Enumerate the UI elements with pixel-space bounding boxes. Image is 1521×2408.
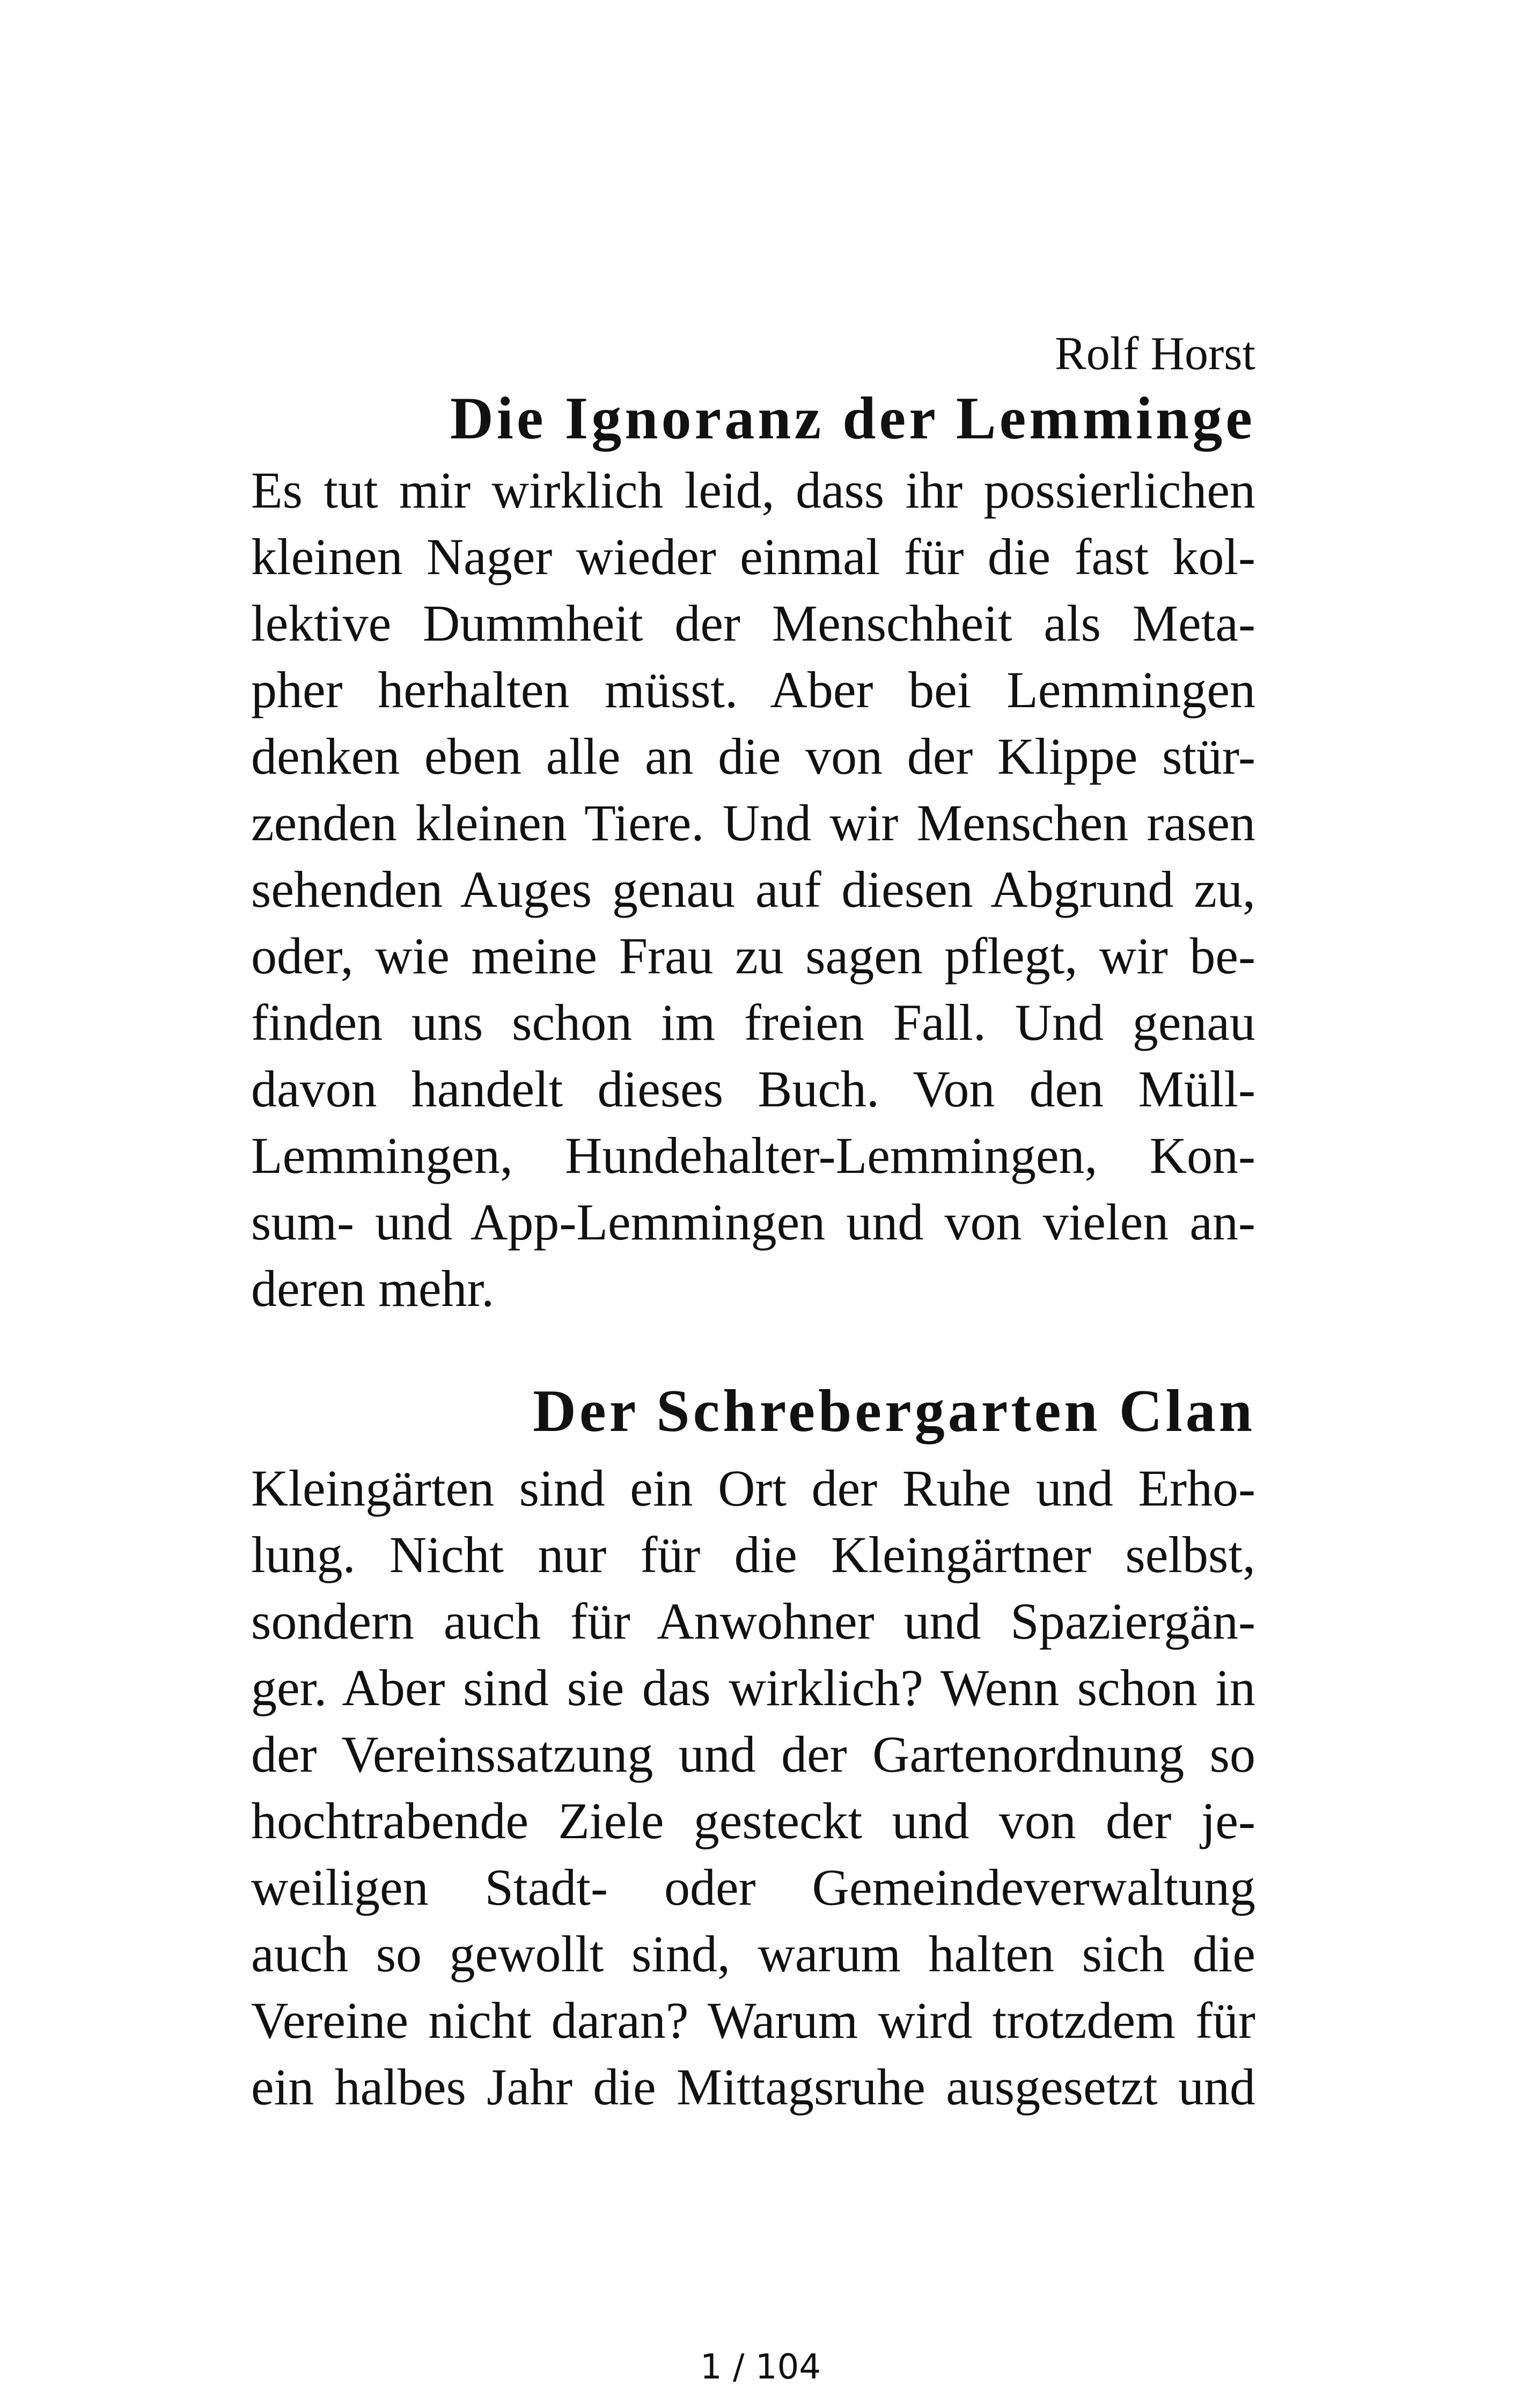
text-line: davon handelt dieses Buch. Von den Müll- bbox=[251, 1060, 1255, 1118]
text-line: lung. Nicht nur für die Kleingärtner selbst, bbox=[251, 1526, 1255, 1583]
text-line: finden uns schon im freien Fall. Und genau bbox=[251, 994, 1255, 1051]
text-line: Es tut mir wirklich leid, dass ihr possierlichen bbox=[251, 461, 1255, 519]
text-line: Vereine nicht daran? Warum wird trotzdem für bbox=[251, 1992, 1255, 2049]
text-line: hochtrabende Ziele gesteckt und von der je- bbox=[251, 1792, 1255, 1849]
text-line: Lemmingen, Hundehalter-Lemmingen, Kon- bbox=[251, 1127, 1255, 1184]
section-body-schrebergarten bbox=[251, 1455, 1255, 2120]
text-line: zenden kleinen Tiere. Und wir Menschen rasen bbox=[251, 794, 1255, 851]
text-line: pher herhalten müsst. Aber bei Lemmingen bbox=[251, 661, 1255, 718]
text-line: sehenden Auges genau auf diesen Abgrund zu, bbox=[251, 861, 1255, 918]
text-line: oder, wie meine Frau zu sagen pflegt, wir be- bbox=[251, 927, 1255, 985]
text-line: lektive Dummheit der Menschheit als Meta- bbox=[251, 594, 1255, 652]
text-line: sum- und App-Lemmingen und von vielen an- bbox=[251, 1193, 1255, 1251]
text-line: auch so gewollt sind, warum halten sich die bbox=[251, 1925, 1255, 1983]
text-line: ger. Aber sind sie das wirklich? Wenn schon in bbox=[251, 1659, 1255, 1716]
section-title-lemminge: Die Ignoranz der Lemminge bbox=[450, 385, 1255, 452]
text-line: der Vereinssatzung und der Gartenordnung so bbox=[251, 1726, 1255, 1783]
text-line: deren mehr. bbox=[251, 1260, 495, 1317]
text-line: denken eben alle an die von der Klippe stür- bbox=[251, 728, 1255, 785]
text-line: weiligen Stadt- oder Gemeindeverwaltung bbox=[251, 1859, 1255, 1916]
text-line: kleinen Nager wieder einmal für die fast kol- bbox=[251, 528, 1255, 585]
author-name: Rolf Horst bbox=[1055, 328, 1255, 380]
text-line: Kleingärten sind ein Ort der Ruhe und Erho- bbox=[251, 1459, 1255, 1517]
page-indicator: 1 / 104 bbox=[700, 2347, 821, 2387]
text-line: sondern auch für Anwohner und Spaziergän- bbox=[251, 1592, 1255, 1650]
section-title-schrebergarten: Der Schrebergarten Clan bbox=[533, 1378, 1255, 1444]
text-line: ein halbes Jahr die Mittagsruhe ausgesetzt und bbox=[251, 2058, 1255, 2116]
section-body-lemminge bbox=[251, 457, 1255, 1322]
